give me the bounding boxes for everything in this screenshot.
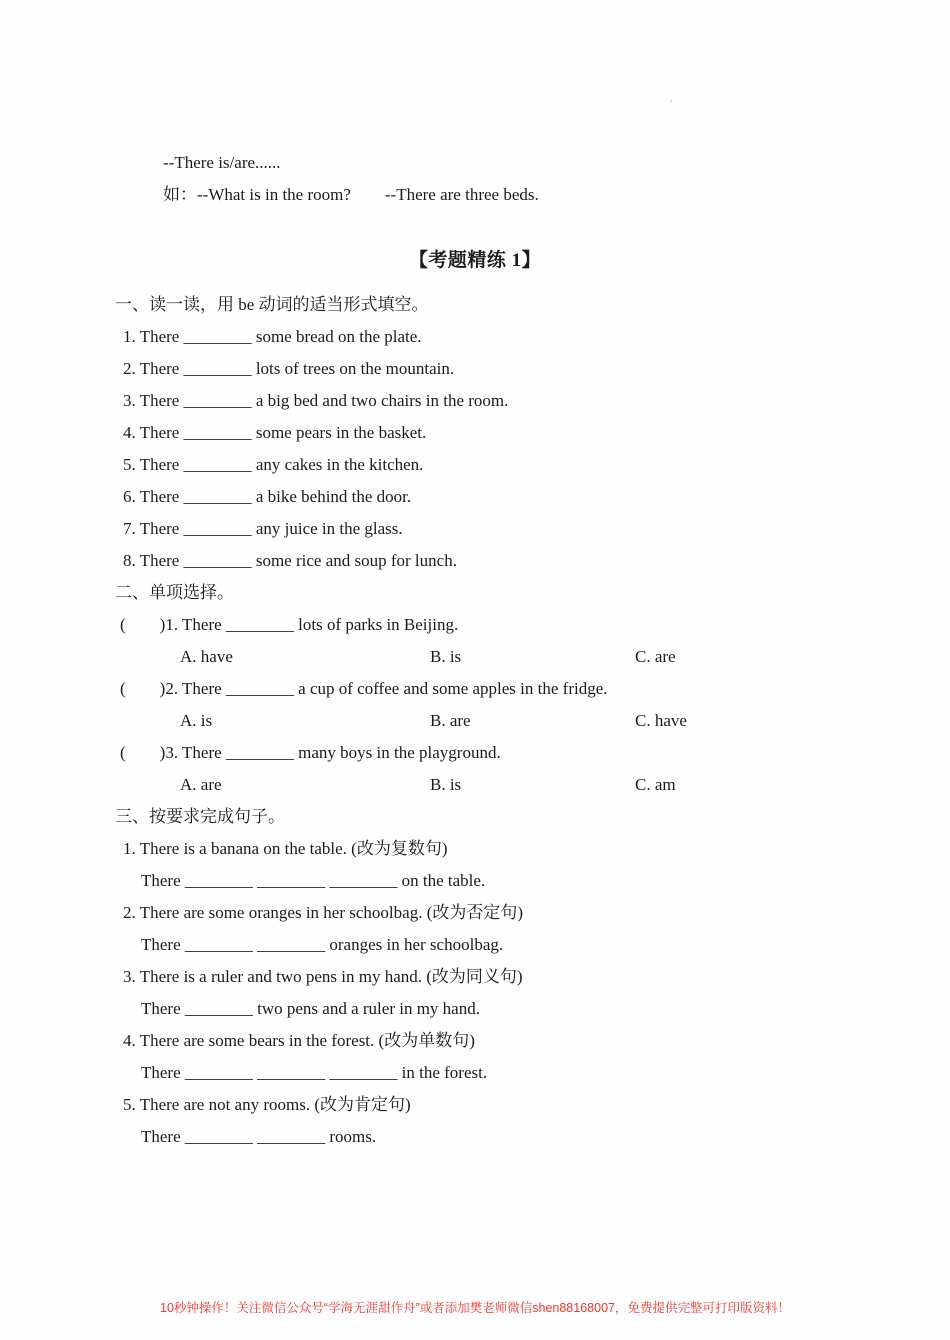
section3-title: 三、按要求完成句子。: [115, 807, 285, 826]
choice-question-2-stem: ( )2. There ________ a cup of coffee and some apples in the fridge.: [120, 679, 608, 698]
rewrite-item-4-answer: There ________ ________ ________ in the forest.: [141, 1063, 488, 1082]
option-a: A. is: [180, 711, 213, 730]
rewrite-item-3-prompt: 3. There is a ruler and two pens in my hand. (改为同义句): [123, 967, 523, 986]
option-a: A. are: [180, 775, 222, 794]
rewrite-item-2-answer: There ________ ________ oranges in her schoolbag.: [141, 935, 504, 954]
option-c: C. have: [635, 711, 687, 730]
fill-blank-item-3: 3. There ________ a big bed and two chairs in the room.: [123, 391, 509, 410]
rewrite-item-2-prompt: 2. There are some oranges in her schoolbag. (改为否定句): [123, 903, 524, 922]
footer-promo: 10秒钟操作！关注微信公众号“学海无涯甜作舟”或者添加樊老师微信shen88168007，免费提供完整可打印版资料！: [160, 1301, 790, 1315]
choice-question-3-stem: ( )3. There ________ many boys in the playground.: [120, 743, 501, 762]
option-b: B. are: [430, 711, 471, 730]
rewrite-item-3-answer: There ________ two pens and a ruler in my hand.: [141, 999, 480, 1018]
exercise-set-heading: 【考题精练 1】: [408, 250, 542, 271]
choice-question-1-options: [180, 641, 950, 673]
fill-blank-item-4: 4. There ________ some pears in the basket.: [123, 423, 427, 442]
rewrite-item-1-prompt: 1. There is a banana on the table. (改为复数句): [123, 839, 448, 858]
intro-line-there-is-are: --There is/are......: [163, 153, 281, 172]
fill-blank-item-7: 7. There ________ any juice in the glass.: [123, 519, 403, 538]
fill-blank-item-2: 2. There ________ lots of trees on the mountain.: [123, 359, 455, 378]
rewrite-item-1-answer: There ________ ________ ________ on the table.: [141, 871, 486, 890]
fill-blank-item-1: 1. There ________ some bread on the plate.: [123, 327, 422, 346]
option-a: A. have: [180, 647, 233, 666]
rewrite-item-5-prompt: 5. There are not any rooms. (改为肯定句): [123, 1095, 411, 1114]
stray-mark: ': [670, 96, 673, 111]
section3-items: [0, 833, 950, 1153]
section2-questions: [0, 609, 950, 801]
section1-title: 一、读一读，用 be 动词的适当形式填空。: [115, 295, 429, 314]
option-b: B. is: [430, 647, 462, 666]
fill-blank-item-8: 8. There ________ some rice and soup for lunch.: [123, 551, 457, 570]
fill-blank-item-5: 5. There ________ any cakes in the kitchen.: [123, 455, 424, 474]
option-c: C. are: [635, 647, 676, 666]
choice-question-2-options: [180, 705, 950, 737]
section2-title: 二、单项选择。: [115, 583, 234, 602]
choice-question-1-stem: ( )1. There ________ lots of parks in Beijing.: [120, 615, 459, 634]
rewrite-item-5-answer: There ________ ________ rooms.: [141, 1127, 377, 1146]
intro-line-example: 如：--What is in the room? --There are three beds.: [163, 185, 539, 204]
option-c: C. am: [635, 775, 676, 794]
rewrite-item-4-prompt: 4. There are some bears in the forest. (改为单数句): [123, 1031, 475, 1050]
option-b: B. is: [430, 775, 462, 794]
section1-items: [0, 321, 950, 577]
fill-blank-item-6: 6. There ________ a bike behind the door.: [123, 487, 412, 506]
choice-question-3-options: [180, 769, 950, 801]
